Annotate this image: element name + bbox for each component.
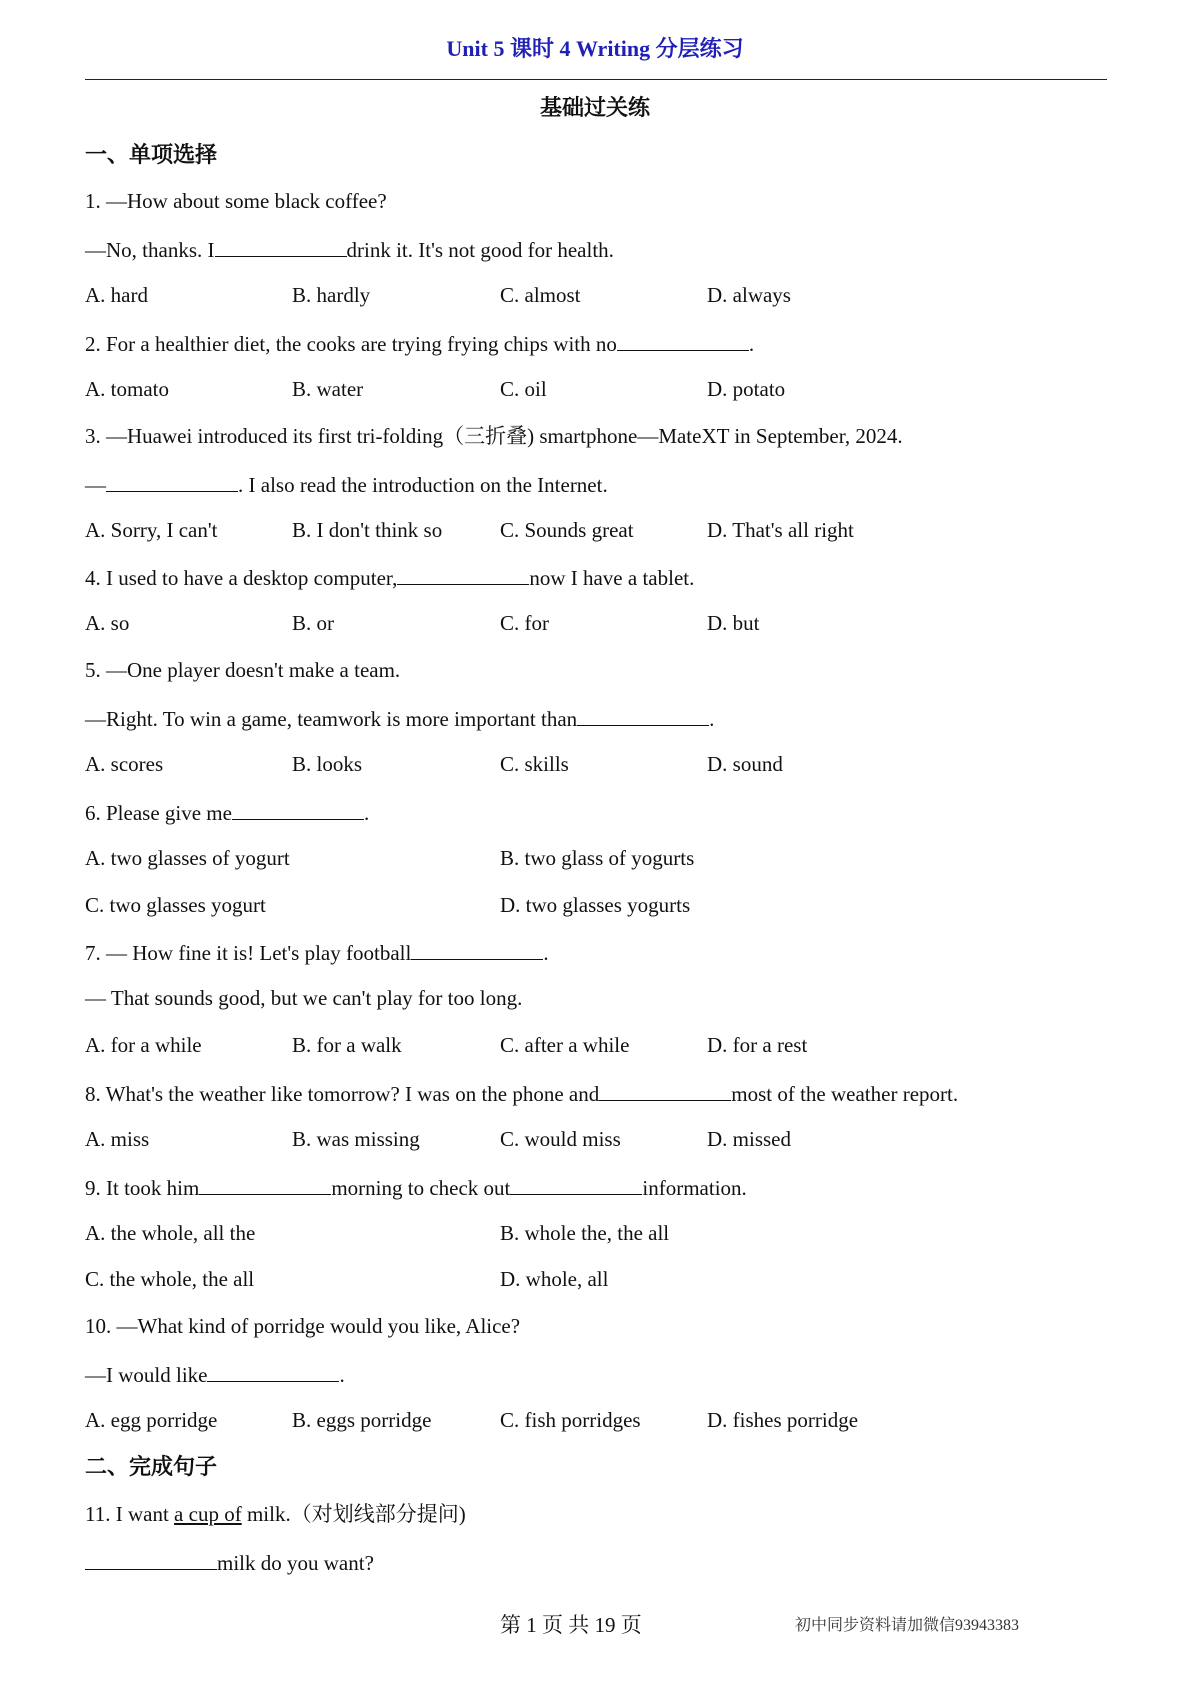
q1-option-d[interactable]: D. always [707, 283, 791, 307]
q9-sentence: 9. It took him morning to check out information. [85, 1172, 747, 1202]
q2-option-c[interactable]: C. oil [500, 377, 547, 401]
answer-blank[interactable] [106, 469, 238, 492]
header-divider [85, 79, 1107, 80]
q7-sentence: 7. — How fine it is! Let's play football . [85, 937, 549, 967]
answer-blank[interactable] [232, 797, 364, 820]
underlined-phrase: a cup of [174, 1502, 242, 1526]
q2-option-b[interactable]: B. water [292, 377, 364, 401]
q6-option-b[interactable]: B. two glass of yogurts [500, 846, 695, 870]
answer-blank[interactable] [85, 1547, 217, 1570]
q9-option-d[interactable]: D. whole, all [500, 1267, 609, 1291]
q7-reply: — That sounds good, but we can't play for too long. [85, 986, 523, 1010]
answer-blank[interactable] [510, 1172, 642, 1195]
q10-sentence: —I would like . [85, 1359, 345, 1389]
q9-option-c[interactable]: C. the whole, the all [85, 1267, 255, 1291]
q6-option-a[interactable]: A. two glasses of yogurt [85, 846, 290, 870]
section-title-single-choice: 一、单项选择 [85, 142, 218, 167]
q7-option-c[interactable]: C. after a while [500, 1033, 630, 1057]
q4-option-b[interactable]: B. or [292, 611, 334, 635]
q3-option-b[interactable]: B. I don't think so [292, 518, 443, 542]
q9-option-b[interactable]: B. whole the, the all [500, 1221, 670, 1245]
q8-option-c[interactable]: C. would miss [500, 1127, 621, 1151]
q5-option-a[interactable]: A. scores [85, 752, 164, 776]
q9-option-a[interactable]: A. the whole, all the [85, 1221, 256, 1245]
q10-option-a[interactable]: A. egg porridge [85, 1408, 218, 1432]
answer-blank[interactable] [577, 703, 709, 726]
q2-option-d[interactable]: D. potato [707, 377, 786, 401]
q7-option-b[interactable]: B. for a walk [292, 1033, 402, 1057]
q10-option-d[interactable]: D. fishes porridge [707, 1408, 859, 1432]
q1-sentence: —No, thanks. I drink it. It's not good for health. [85, 234, 614, 264]
q8-sentence: 8. What's the weather like tomorrow? I was on the phone and most of the weather report. [85, 1078, 958, 1108]
q6-option-d[interactable]: D. two glasses yogurts [500, 893, 691, 917]
q10-option-c[interactable]: C. fish porridges [500, 1408, 641, 1432]
q5-sentence: —Right. To win a game, teamwork is more important than . [85, 703, 714, 733]
q1-option-c[interactable]: C. almost [500, 283, 581, 307]
q5-option-d[interactable]: D. sound [707, 752, 783, 776]
answer-blank[interactable] [207, 1359, 339, 1382]
q5-option-b[interactable]: B. looks [292, 752, 363, 776]
q4-option-d[interactable]: D. but [707, 611, 760, 635]
document-title: Unit 5 课时 4 Writing 分层练习 [446, 36, 744, 61]
q3-sentence: — . I also read the introduction on the Internet. [85, 469, 608, 499]
answer-blank[interactable] [617, 328, 749, 351]
q10-option-b[interactable]: B. eggs porridge [292, 1408, 432, 1432]
q11-answer-line: milk do you want? [85, 1547, 374, 1577]
q6-option-c[interactable]: C. two glasses yogurt [85, 893, 266, 917]
answer-blank[interactable] [199, 1172, 331, 1195]
q7-option-a[interactable]: A. for a while [85, 1033, 202, 1057]
q4-sentence: 4. I used to have a desktop computer, now I have a tablet. [85, 562, 694, 592]
q8-option-b[interactable]: B. was missing [292, 1127, 420, 1151]
answer-blank[interactable] [397, 562, 529, 585]
heading-basic-practice: 基础过关练 [539, 95, 650, 120]
page-number: 第 1 页 共 19 页 [500, 1613, 642, 1637]
q2-sentence: 2. For a healthier diet, the cooks are trying frying chips with no . [85, 328, 754, 358]
q7-option-d[interactable]: D. for a rest [707, 1033, 808, 1057]
q6-sentence: 6. Please give me . [85, 797, 369, 827]
q5-stem: 5. —One player doesn't make a team. [85, 658, 401, 682]
q8-option-a[interactable]: A. miss [85, 1127, 150, 1151]
answer-blank[interactable] [599, 1078, 731, 1101]
q2-option-a[interactable]: A. tomato [85, 377, 169, 401]
q8-option-d[interactable]: D. missed [707, 1127, 791, 1151]
q3-option-a[interactable]: A. Sorry, I can't [85, 518, 218, 542]
q10-stem: 10. —What kind of porridge would you like, Alice? [85, 1314, 521, 1338]
q5-option-c[interactable]: C. skills [500, 752, 569, 776]
q3-option-c[interactable]: C. Sounds great [500, 518, 634, 542]
footer-note: 初中同步资料请加微信93943383 [795, 1617, 1020, 1634]
q3-option-d[interactable]: D. That's all right [707, 518, 854, 542]
answer-blank[interactable] [411, 937, 543, 960]
q1-stem: 1. —How about some black coffee? [85, 189, 387, 213]
q11-sentence: 11. I want a cup of milk.（对划线部分提问) [85, 1502, 466, 1526]
answer-blank[interactable] [215, 234, 347, 257]
q3-stem: 3. —Huawei introduced its first tri-folding（三折叠) smartphone—MateXT in September, 2024. [85, 424, 903, 448]
q1-option-b[interactable]: B. hardly [292, 283, 371, 307]
q4-option-a[interactable]: A. so [85, 611, 130, 635]
q4-option-c[interactable]: C. for [500, 611, 549, 635]
q1-option-a[interactable]: A. hard [85, 283, 148, 307]
section-title-complete-sentences: 二、完成句子 [85, 1454, 218, 1479]
